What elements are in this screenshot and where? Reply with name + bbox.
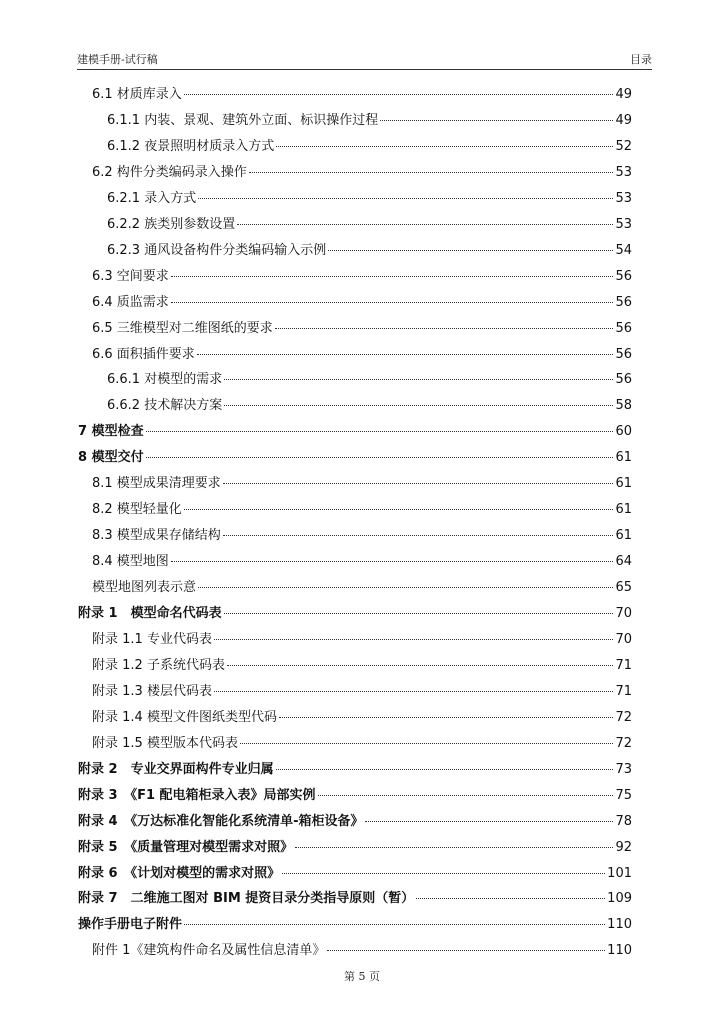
- toc-dot-leader: [224, 613, 614, 614]
- toc-entry-page: 56: [615, 372, 632, 388]
- toc-entry-page: 61: [615, 476, 632, 492]
- toc-entry-title: 6.2.2 族类别参数设置: [107, 216, 236, 232]
- toc-entry-title: 6.6.2 技术解决方案: [107, 398, 223, 414]
- toc-entry-title: 8.4 模型地图: [92, 554, 169, 570]
- toc-entry[interactable]: [92, 942, 632, 959]
- toc-dot-leader: [146, 431, 614, 432]
- toc-entry-title: 操作手册电子附件: [78, 917, 183, 933]
- toc-entry[interactable]: [92, 683, 632, 700]
- toc-entry-page: 110: [607, 943, 632, 959]
- toc-entry-title: 6.1.2 夜景照明材质录入方式: [107, 138, 275, 154]
- toc-dot-leader: [240, 743, 614, 744]
- toc-entry-page: 56: [615, 346, 632, 362]
- toc-entry-page: 49: [615, 87, 632, 102]
- toc-dot-leader: [171, 302, 614, 303]
- toc-dot-leader: [276, 146, 613, 147]
- toc-dot-leader: [249, 172, 614, 173]
- toc-entry[interactable]: [78, 839, 632, 856]
- header-section: 目录: [630, 53, 652, 66]
- toc-dot-leader: [214, 691, 614, 692]
- toc-entry[interactable]: [78, 423, 632, 440]
- toc-entry-title: 7 模型检查: [78, 424, 144, 440]
- toc-entry[interactable]: [92, 346, 632, 363]
- toc-entry-title: 8.2 模型轻量化: [92, 502, 182, 518]
- toc-dot-leader: [295, 847, 613, 848]
- toc-entry-page: 53: [615, 164, 632, 180]
- page-header: [77, 50, 652, 68]
- toc-dot-leader: [197, 354, 614, 355]
- toc-entry-page: 101: [607, 865, 632, 881]
- toc-dot-leader: [184, 924, 605, 925]
- toc-entry-title: 6.2.1 录入方式: [107, 190, 197, 206]
- toc-entry[interactable]: [78, 605, 632, 622]
- toc-dot-leader: [237, 224, 613, 225]
- toc-entry-title: 附录 1.4 模型文件图纸类型代码: [92, 709, 277, 725]
- toc-dot-leader: [224, 405, 613, 406]
- toc-entry-page: 56: [615, 320, 632, 336]
- toc-entry-page: 54: [615, 242, 632, 258]
- toc-entry-page: 73: [615, 761, 632, 777]
- toc-entry-title: 附录 2 专业交界面构件专业归属: [78, 761, 274, 777]
- toc-entry[interactable]: [92, 475, 632, 492]
- toc-entry-title: 6.2.3 通风设备构件分类编码输入示例: [107, 242, 327, 258]
- toc-dot-leader: [318, 795, 614, 796]
- toc-entry[interactable]: [92, 527, 632, 544]
- toc-dot-leader: [279, 717, 614, 718]
- toc-dot-leader: [171, 276, 614, 277]
- toc-entry-page: 61: [615, 450, 632, 466]
- toc-entry[interactable]: [107, 216, 632, 233]
- toc-entry[interactable]: [92, 294, 632, 311]
- toc-entry-page: 70: [615, 631, 632, 647]
- toc-entry[interactable]: [78, 865, 632, 882]
- toc-entry-title: 附录 5 《质量管理对模型需求对照》: [78, 839, 294, 855]
- toc-entry-title: 6.2 构件分类编码录入操作: [92, 164, 247, 180]
- toc-entry[interactable]: [92, 631, 632, 648]
- toc-dot-leader: [275, 328, 614, 329]
- toc-entry-page: 75: [615, 787, 632, 803]
- toc-entry-page: 109: [607, 891, 632, 907]
- toc-dot-leader: [223, 535, 614, 536]
- toc-entry-page: 65: [615, 580, 632, 596]
- toc-entry-page: 58: [615, 398, 632, 414]
- toc-dot-leader: [416, 898, 605, 899]
- toc-entry-page: 61: [615, 502, 632, 518]
- toc-entry-page: 52: [615, 138, 632, 154]
- toc-entry[interactable]: [78, 916, 632, 933]
- toc-dot-leader: [184, 509, 614, 510]
- toc-entry[interactable]: [92, 86, 632, 103]
- toc-entry[interactable]: [92, 553, 632, 570]
- toc-entry-title: 6.3 空间要求: [92, 268, 169, 284]
- toc-entry-title: 附录 1.3 楼层代码表: [92, 683, 212, 699]
- toc-dot-leader: [282, 873, 605, 874]
- toc-dot-leader: [198, 587, 613, 588]
- toc-entry-page: 78: [615, 813, 632, 829]
- toc-entry[interactable]: [92, 657, 632, 674]
- toc-entry-title: 6.4 质监需求: [92, 294, 169, 310]
- toc-entry[interactable]: [92, 709, 632, 726]
- toc-entry-page: 70: [615, 606, 632, 621]
- toc-entry-title: 6.6 面积插件要求: [92, 346, 195, 362]
- toc-dot-leader: [198, 198, 613, 199]
- toc-entry[interactable]: [78, 890, 632, 907]
- toc-entry-title: 附录 6 《计划对模型的需求对照》: [78, 865, 281, 881]
- toc-entry-page: 56: [615, 268, 632, 284]
- toc-entry[interactable]: [107, 242, 632, 259]
- page-number: 第 5 页: [344, 970, 380, 983]
- toc-entry-page: 71: [615, 657, 632, 673]
- toc-entry-page: 71: [615, 683, 632, 699]
- toc-entry-title: 附录 1.1 专业代码表: [92, 631, 212, 647]
- toc-entry-title: 附录 1.5 模型版本代码表: [92, 735, 238, 751]
- toc-entry[interactable]: [92, 320, 632, 337]
- toc-dot-leader: [380, 120, 613, 121]
- toc-entry-page: 49: [615, 112, 632, 128]
- toc-entry-title: 8.3 模型成果存储结构: [92, 528, 221, 544]
- toc-entry-page: 110: [607, 917, 632, 933]
- toc-entry-title: 8 模型交付: [78, 450, 144, 466]
- toc-entry-title: 6.6.1 对模型的需求: [107, 372, 223, 388]
- header-divider: [77, 69, 652, 70]
- toc-entry-page: 61: [615, 528, 632, 544]
- toc-entry-page: 60: [615, 424, 632, 440]
- toc-entry-title: 8.1 模型成果清理要求: [92, 476, 221, 492]
- toc-entry-title: 附录 1.2 子系统代码表: [92, 657, 225, 673]
- toc-entry-page: 56: [615, 294, 632, 310]
- toc-entry-title: 附录 1 模型命名代码表: [78, 606, 222, 621]
- toc-dot-leader: [223, 483, 614, 484]
- toc-entry[interactable]: [107, 371, 632, 388]
- toc-dot-leader: [224, 379, 613, 380]
- toc-entry[interactable]: [78, 787, 632, 804]
- toc-entry[interactable]: [92, 164, 632, 181]
- toc-entry-page: 53: [615, 190, 632, 206]
- toc-entry-page: 92: [615, 839, 632, 855]
- toc-dot-leader: [171, 561, 614, 562]
- toc-entry-title: 6.1.1 内装、景观、建筑外立面、标识操作过程: [107, 112, 379, 128]
- toc-entry-title: 附录 4 《万达标准化智能化系统清单-箱柜设备》: [78, 813, 364, 829]
- toc-entry[interactable]: [78, 449, 632, 466]
- toc-entry[interactable]: [78, 813, 632, 830]
- toc-dot-leader: [327, 950, 605, 951]
- toc-entry-title: 模型地图列表示意: [92, 580, 197, 596]
- toc-entry[interactable]: [92, 735, 632, 752]
- toc-entry-title: 6.1 材质库录入: [92, 87, 182, 102]
- toc-entry[interactable]: [107, 397, 632, 414]
- toc-entry[interactable]: [92, 501, 632, 518]
- toc-entry-title: 附录 7 二维施工图对 BIM 提资目录分类指导原则（暂）: [78, 891, 415, 907]
- toc-dot-leader: [214, 639, 614, 640]
- toc-entry-page: 72: [615, 735, 632, 751]
- toc-entry[interactable]: [92, 579, 632, 596]
- toc-dot-leader: [365, 821, 613, 822]
- toc-entry-title: 附件 1《建筑构件命名及属性信息清单》: [92, 943, 326, 959]
- toc-entry[interactable]: [107, 190, 632, 207]
- toc-entry-page: 53: [615, 216, 632, 232]
- header-title: 建模手册-试行稿: [77, 53, 158, 66]
- toc-entry[interactable]: [92, 268, 632, 285]
- toc-entry[interactable]: [107, 138, 632, 155]
- toc-entry-title: 附录 3 《F1 配电箱柜录入表》局部实例: [78, 787, 316, 803]
- toc-dot-leader: [328, 250, 613, 251]
- toc-entry-page: 64: [615, 554, 632, 570]
- toc-entry-title: 6.5 三维模型对二维图纸的要求: [92, 320, 273, 336]
- toc-dot-leader: [227, 665, 614, 666]
- toc-dot-leader: [184, 94, 614, 95]
- toc-entry-page: 72: [615, 709, 632, 725]
- toc-dot-leader: [276, 769, 614, 770]
- toc-entry[interactable]: [78, 761, 632, 778]
- toc-dot-leader: [146, 457, 614, 458]
- toc-entry[interactable]: [107, 112, 632, 129]
